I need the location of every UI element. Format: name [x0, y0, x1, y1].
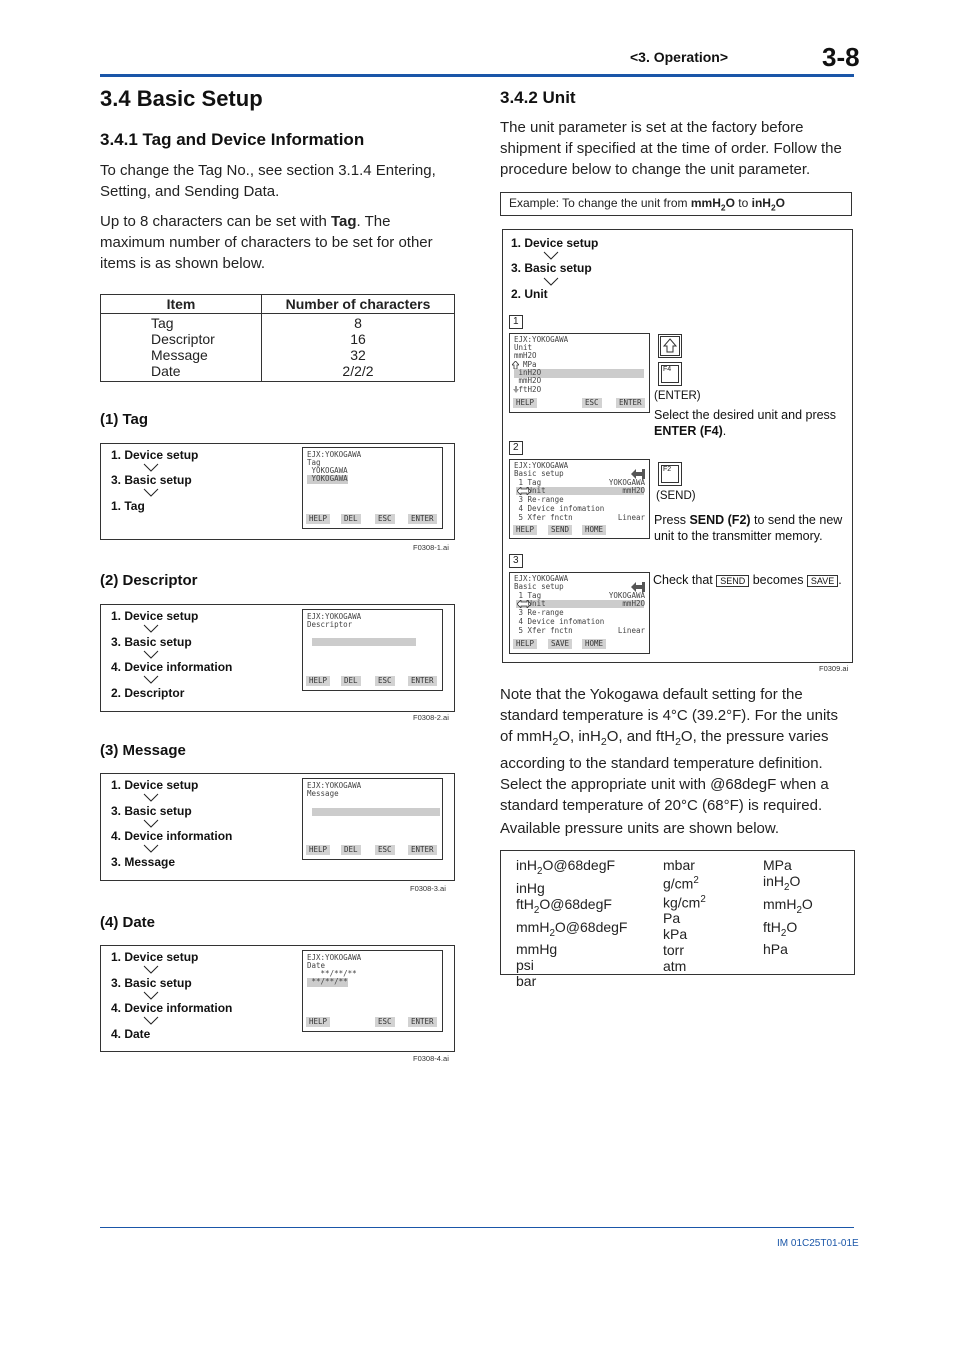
chevron-down-icon [143, 1016, 159, 1026]
softkey-help[interactable]: HELP [306, 845, 330, 855]
lcd-screen [302, 778, 443, 860]
f2-key[interactable] [658, 462, 682, 486]
lcd-row-value: YOKOGAWA [608, 591, 645, 600]
table-header-item: Item [101, 295, 262, 314]
softkey-del[interactable]: DEL [341, 514, 361, 524]
units-column-2 [663, 857, 706, 974]
header-rule [100, 74, 854, 77]
path-step: 3. Basic setup [111, 976, 192, 990]
date-heading: (4) Date [100, 914, 156, 931]
f2-key-label: F2 [661, 465, 679, 483]
message-input-field[interactable] [312, 808, 440, 816]
path-step: 1. Device setup [111, 950, 199, 964]
path-step: 3. Basic setup [111, 804, 192, 818]
unit-figure [502, 229, 853, 663]
pressure-unit: ftH$_2$O@68degF [516, 895, 612, 916]
lcd-screen-basic-setup [509, 572, 650, 654]
lcd-line: MPa [514, 360, 537, 369]
lcd-row-label: 1 Tag [514, 591, 542, 600]
lcd-row-label: Unit [514, 486, 546, 495]
available-units-text: Available pressure units are shown below. [500, 820, 780, 837]
table-values-cell [262, 314, 455, 382]
subsection-title: 3.4.1 Tag and Device Information [100, 130, 365, 149]
message-heading: (3) Message [100, 742, 186, 759]
figure-id: F0308-4.ai [413, 1054, 449, 1063]
chevron-down-icon [143, 991, 159, 1001]
step-number: 3 [509, 554, 523, 568]
lcd-line: mmH2O [514, 351, 537, 360]
pressure-unit: $g/cm^2$ [663, 875, 699, 892]
path-step: 3. Basic setup [111, 473, 192, 487]
softkey-help[interactable]: HELP [513, 398, 537, 408]
softkey-esc[interactable]: ESC [582, 398, 602, 408]
softkey-help[interactable]: HELP [306, 1017, 330, 1027]
lcd-row-label: 5 Xfer fnctn [514, 513, 573, 522]
lcd-screen-basic-setup [509, 459, 650, 539]
softkey-send[interactable]: SEND [548, 525, 572, 535]
lcd-line: EJX:YOKOGAWA [307, 953, 362, 962]
softkey-help[interactable]: HELP [513, 525, 537, 535]
tag-heading: (1) Tag [100, 411, 149, 428]
lcd-line: Basic setup [514, 582, 564, 591]
softkey-help[interactable]: HELP [513, 639, 537, 649]
path-step: 1. Device setup [511, 236, 599, 250]
example-text: Example: To change the unit from [509, 196, 691, 210]
softkey-enter[interactable]: ENTER [408, 1017, 437, 1027]
lcd-row-value: Linear [617, 513, 645, 522]
table-value: 8 [354, 315, 362, 331]
pressure-unit: torr [663, 942, 684, 959]
pressure-unit: mmH$_2$O [763, 895, 813, 916]
lcd-row-value: mmH2O [622, 486, 645, 495]
f4-key[interactable] [658, 362, 682, 386]
date-figure [100, 945, 455, 1052]
lcd-screen [302, 609, 443, 691]
step-number: 1 [509, 315, 523, 329]
softkey-help[interactable]: HELP [306, 514, 330, 524]
lcd-line: Unit [514, 343, 533, 352]
lcd-row-label: 4 Device infomation [514, 617, 605, 626]
page-number: 3-8 [822, 42, 860, 72]
path-step: 3. Basic setup [511, 261, 592, 275]
chevron-down-icon [543, 277, 559, 287]
table-value: 2/2/2 [342, 363, 374, 379]
chevron-down-icon [143, 965, 159, 975]
pressure-unit: mmHg [516, 941, 558, 958]
table-item: Date [151, 363, 181, 379]
path-step: 4. Device information [111, 1001, 233, 1015]
lcd-line: **/**/** [307, 969, 357, 978]
figure-id: F0309.ai [819, 664, 849, 673]
unit-subsection-title: 3.4.2 Unit [500, 88, 576, 107]
chevron-down-icon [143, 675, 159, 685]
lcd-row-label: 1 Tag [514, 478, 542, 487]
path-step: 1. Device setup [111, 778, 199, 792]
lcd-line: EJX:YOKOGAWA [307, 612, 362, 621]
chevron-down-icon [143, 463, 159, 473]
lcd-line: Descriptor [307, 620, 353, 629]
softkey-esc[interactable]: ESC [375, 845, 395, 855]
descriptor-heading: (2) Descriptor [100, 572, 198, 589]
step3-description: Check that SEND becomes SAVE . [653, 573, 842, 587]
lcd-line: EJX:YOKOGAWA [307, 781, 362, 790]
pressure-unit: mmH$_2$O@68degF [516, 918, 628, 939]
softkey-enter[interactable]: ENTER [408, 845, 437, 855]
chevron-down-icon [143, 488, 159, 498]
f4-key-label: F4 [661, 365, 679, 383]
pressure-unit: psi [516, 957, 534, 974]
lcd-row-value: mmH2O [622, 599, 645, 608]
lcd-row-label: 3 Re-range [514, 608, 564, 617]
path-step: 2. Descriptor [111, 686, 185, 700]
table-items-cell [101, 314, 262, 382]
units-box [500, 850, 855, 990]
chevron-down-icon [143, 624, 159, 634]
lcd-row-label: 5 Xfer fnctn [514, 626, 573, 635]
lcd-line: Message [307, 789, 339, 798]
softkey-esc[interactable]: ESC [375, 514, 395, 524]
figure-id: F0308-1.ai [413, 543, 449, 552]
lcd-row-value: Linear [617, 626, 645, 635]
lcd-line: mmH2O [514, 376, 542, 385]
char-table [100, 294, 455, 382]
pressure-unit: Pa [663, 910, 681, 927]
pressure-unit: bar [516, 973, 537, 990]
softkey-save[interactable]: SAVE [548, 639, 572, 649]
pressure-unit: inH$_2$O@68degF [516, 857, 616, 877]
softkey-esc[interactable]: ESC [375, 1017, 395, 1027]
lcd-line: EJX:YOKOGAWA [514, 574, 569, 583]
message-figure [100, 773, 455, 881]
example-box: Example: To change the unit from mmH$_2$O to inH$_2$O [500, 192, 852, 216]
lcd-line: Basic setup [514, 469, 564, 478]
lcd-line: Date [307, 961, 326, 970]
pressure-unit: kPa [663, 926, 688, 943]
lcd-row-label: 3 Re-range [514, 495, 564, 504]
softkey-enter[interactable]: ENTER [616, 398, 645, 408]
units-column-1 [516, 857, 627, 989]
chevron-down-icon [543, 251, 559, 261]
descriptor-input-field[interactable] [312, 638, 416, 646]
table-item: Descriptor [151, 331, 215, 347]
step-number: 2 [509, 441, 523, 455]
section-header: <3. Operation> [630, 49, 729, 65]
chevron-down-icon [143, 819, 159, 829]
unit-intro-paragraph: The unit parameter is set at the factory before shipment if specified at the time of order. Follow the procedure below to change the unit parameter. [500, 119, 842, 178]
send-label: (SEND) [656, 490, 696, 502]
shift-up-key-icon[interactable] [658, 334, 682, 358]
path-step: 4. Device information [111, 660, 233, 674]
tag-intro-paragraph: To change the Tag No., see section 3.1.4 Entering, Setting, and Sending Data. [100, 162, 436, 200]
lcd-line: ftH2O [514, 385, 542, 394]
softkey-help[interactable]: HELP [306, 676, 330, 686]
lcd-line: Tag [307, 458, 321, 467]
step1-description: Select the desired unit and press ENTER (F4). [654, 408, 837, 438]
lcd-row-label: 4 Device infomation [514, 504, 605, 513]
path-step: 1. Tag [111, 499, 145, 513]
chevron-down-icon [143, 844, 159, 854]
table-item: Message [151, 347, 208, 363]
softkey-home[interactable]: HOME [582, 525, 606, 535]
lcd-line: EJX:YOKOGAWA [514, 461, 569, 470]
lcd-line: YOKOGAWA [307, 466, 348, 475]
path-step: 3. Message [111, 855, 176, 869]
lcd-screen [302, 447, 443, 529]
lcd-row-value: YOKOGAWA [608, 478, 645, 487]
lcd-line: EJX:YOKOGAWA [307, 450, 362, 459]
table-item: Tag [151, 315, 174, 331]
pressure-unit: hPa [763, 941, 788, 958]
softkey-del[interactable]: DEL [341, 676, 361, 686]
lcd-screen [302, 950, 443, 1032]
table-value: 16 [350, 331, 366, 347]
pressure-unit: atm [663, 958, 687, 975]
save-key-label: SAVE [807, 575, 838, 587]
char-limit-paragraph: Up to 8 characters can be set with Tag. The maximum number of characters to be set for other items is as shown below. [100, 213, 433, 272]
chevron-down-icon [143, 793, 159, 803]
path-step: 4. Device information [111, 829, 233, 843]
softkey-del[interactable]: DEL [341, 845, 361, 855]
figure-id: F0308-3.ai [410, 884, 446, 893]
enter-label: (ENTER) [654, 390, 701, 402]
lcd-line: EJX:YOKOGAWA [514, 335, 569, 344]
lcd-row-label: Unit [514, 599, 546, 608]
pressure-unit: ftH$_2$O [763, 918, 798, 939]
softkey-esc[interactable]: ESC [375, 676, 395, 686]
pressure-unit: $kg/cm^2$ [663, 893, 706, 911]
path-step: 3. Basic setup [111, 635, 192, 649]
tag-figure [100, 443, 455, 540]
pressure-unit: mbar [663, 857, 695, 873]
softkey-home[interactable]: HOME [582, 639, 606, 649]
step2-description: Press SEND (F2) to send the new unit to the transmitter memory. [654, 513, 843, 543]
lcd-line-selected: **/**/** [307, 977, 348, 986]
note-paragraph: Note that the Yokogawa default setting for the standard temperature is 4°C (39.2°F). For the units of mmH$_2$O, inH$_2$O, and ftH$_2$O, the pressure varies according to the standard temperature definition. Select the appropriate unit with @68degF when a standard temperature of 20°C (68°F) is required. [500, 686, 838, 814]
section-title: 3.4 Basic Setup [100, 86, 263, 111]
path-step: 1. Device setup [111, 609, 199, 623]
lcd-screen-unit [509, 333, 650, 413]
footer-rule [100, 1227, 854, 1228]
table-header-chars: Number of characters [262, 295, 455, 314]
softkey-enter[interactable]: ENTER [408, 676, 437, 686]
figure-id: F0308-2.ai [413, 713, 449, 722]
pressure-unit: inH$_2$O [763, 873, 801, 893]
pressure-unit: inHg [516, 879, 545, 896]
softkey-enter[interactable]: ENTER [408, 514, 437, 524]
descriptor-figure [100, 604, 455, 712]
path-step: 4. Date [111, 1027, 151, 1041]
document-id: IM 01C25T01-01E [777, 1238, 859, 1249]
chevron-down-icon [143, 650, 159, 660]
path-step: 1. Device setup [111, 448, 199, 462]
table-value: 32 [350, 347, 366, 363]
units-column-3 [763, 857, 813, 957]
pressure-unit: MPa [763, 857, 792, 873]
lcd-line-selected: YOKOGAWA [307, 474, 348, 483]
lcd-line-selected: inH2O [514, 369, 644, 378]
path-step: 2. Unit [511, 287, 548, 301]
send-key-label: SEND [716, 575, 749, 587]
